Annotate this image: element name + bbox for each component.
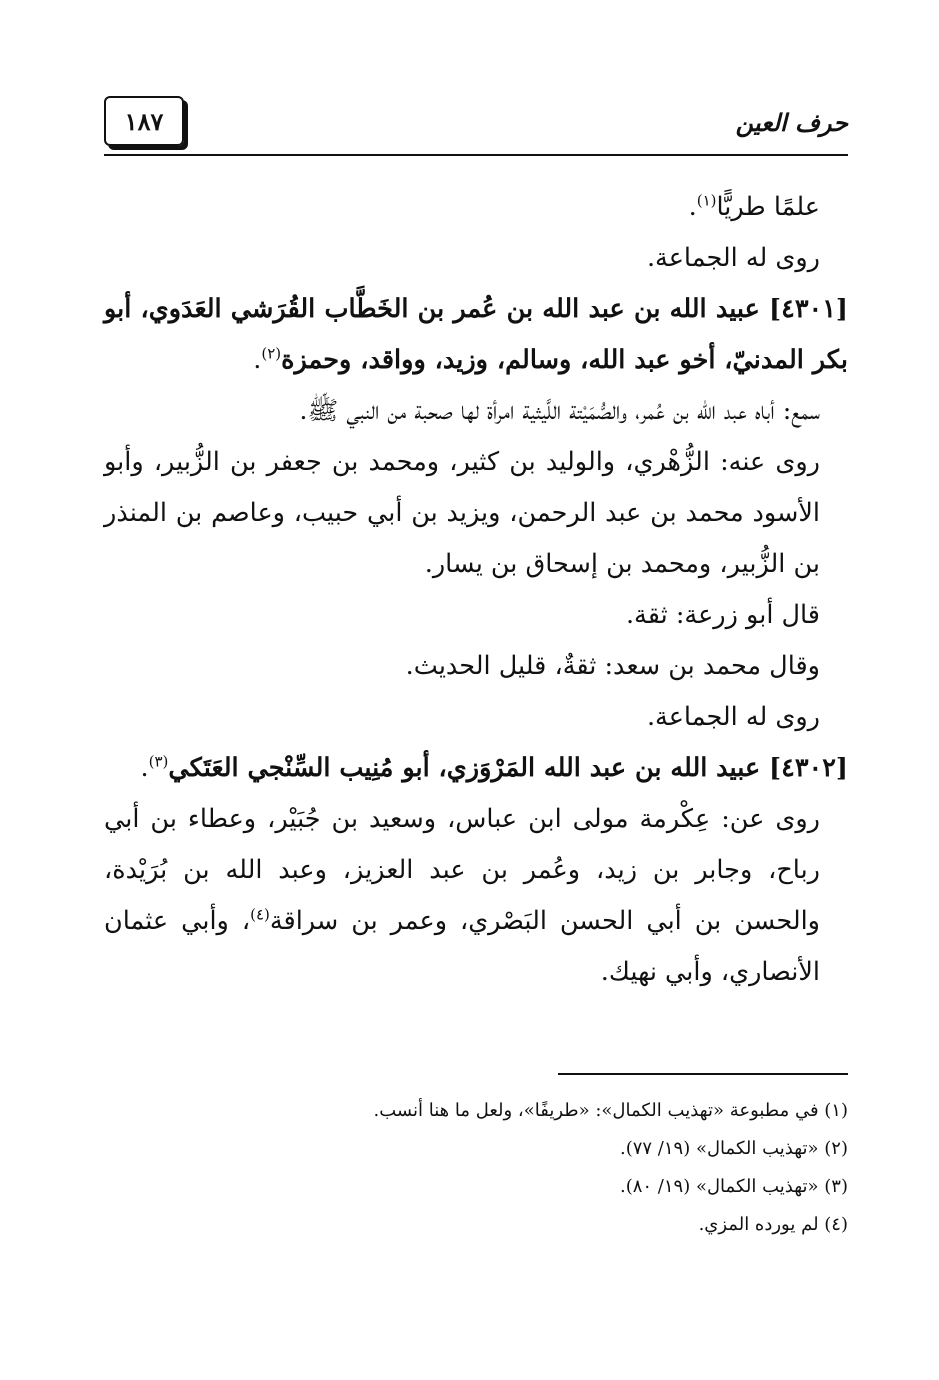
entry-heading	[104, 743, 848, 794]
footnote-ref: (٤)	[250, 905, 270, 924]
paragraph: روى له الجماعة.	[646, 243, 820, 273]
paragraph: سمع: أباه عبد الله بن عُمر، والصُّمَيْتة اللَّيثية امرأة لها صحبة من النبي ﷺ.	[299, 396, 820, 426]
paragraph: روى له الجماعة.	[646, 702, 820, 732]
paragraph: روى عنه: الزُّهْري، والوليد بن كثير، ومحمد بن جعفر بن الزُّبير، وأبو الأسود محمد بن عبد الرحمن، ويزيد بن أبي حبيب، وعاصم بن المنذر بن الزُّبير، ومحمد بن إسحاق بن يسار.	[104, 447, 820, 579]
paragraph-text: علمًا طريًّا	[716, 192, 820, 222]
footnote-ref: (١)	[696, 191, 717, 210]
footnotes	[104, 1092, 848, 1244]
footnote: (٢) «تهذيب الكمال» (١٩/ ٧٧).	[619, 1138, 848, 1159]
punctuation: .	[253, 345, 262, 375]
page-number: ١٨٧	[104, 96, 184, 146]
footnote-ref: (٢)	[261, 344, 282, 363]
paragraph-text: روى عن: عِكْرمة مولى ابن عباس، وسعيد بن جُبَيْر، وعطاء بن أبي رباح، وجابر بن زيد، وعُمر بن عبد العزيز، وعبد الله بن بُرَيْدة، والحسن بن أبي الحسن البَصْري، وعمر بن سراقة	[104, 804, 821, 936]
paragraph	[104, 794, 848, 998]
entry-title: عبيد الله بن عبد الله بن عُمر بن الخَطَّاب القُرَشي العَدَوي، أبو بكر المدنيّ، أخو عبد الله، وسالم، وزيد، وواقد، وحمزة	[104, 294, 848, 375]
punctuation: .	[140, 753, 149, 783]
page-header	[104, 96, 848, 156]
footnote: (٣) «تهذيب الكمال» (١٩/ ٨٠).	[619, 1176, 848, 1197]
footnote: (١) في مطبوعة «تهذيب الكمال»: «طريفًا»، ولعل ما هنا أنسب.	[373, 1100, 848, 1121]
footnote-ref: (٣)	[148, 752, 169, 771]
running-title: حرف العين	[735, 108, 848, 137]
footnote-divider	[558, 1073, 848, 1075]
paragraph: قال أبو زرعة: ثقة.	[625, 600, 820, 630]
paragraph-text: ، وأبي عثمان الأنصاري، وأبي نهيك.	[104, 906, 820, 987]
header-divider	[104, 154, 848, 156]
paragraph: وقال محمد بن سعد: ثقةٌ، قليل الحديث.	[405, 651, 820, 681]
entry-number: [٤٣٠١]	[769, 294, 848, 324]
entry-number: [٤٣٠٢]	[769, 753, 848, 783]
main-text	[104, 182, 848, 998]
punctuation: .	[688, 192, 697, 222]
entry-heading	[104, 284, 848, 386]
footnote: (٤) لم يورده المزي.	[698, 1214, 848, 1235]
paragraph	[104, 182, 848, 233]
entry-title: عبيد الله بن عبد الله المَرْوَزي، أبو مُنِيب السِّنْجي العَتَكي	[168, 753, 770, 783]
